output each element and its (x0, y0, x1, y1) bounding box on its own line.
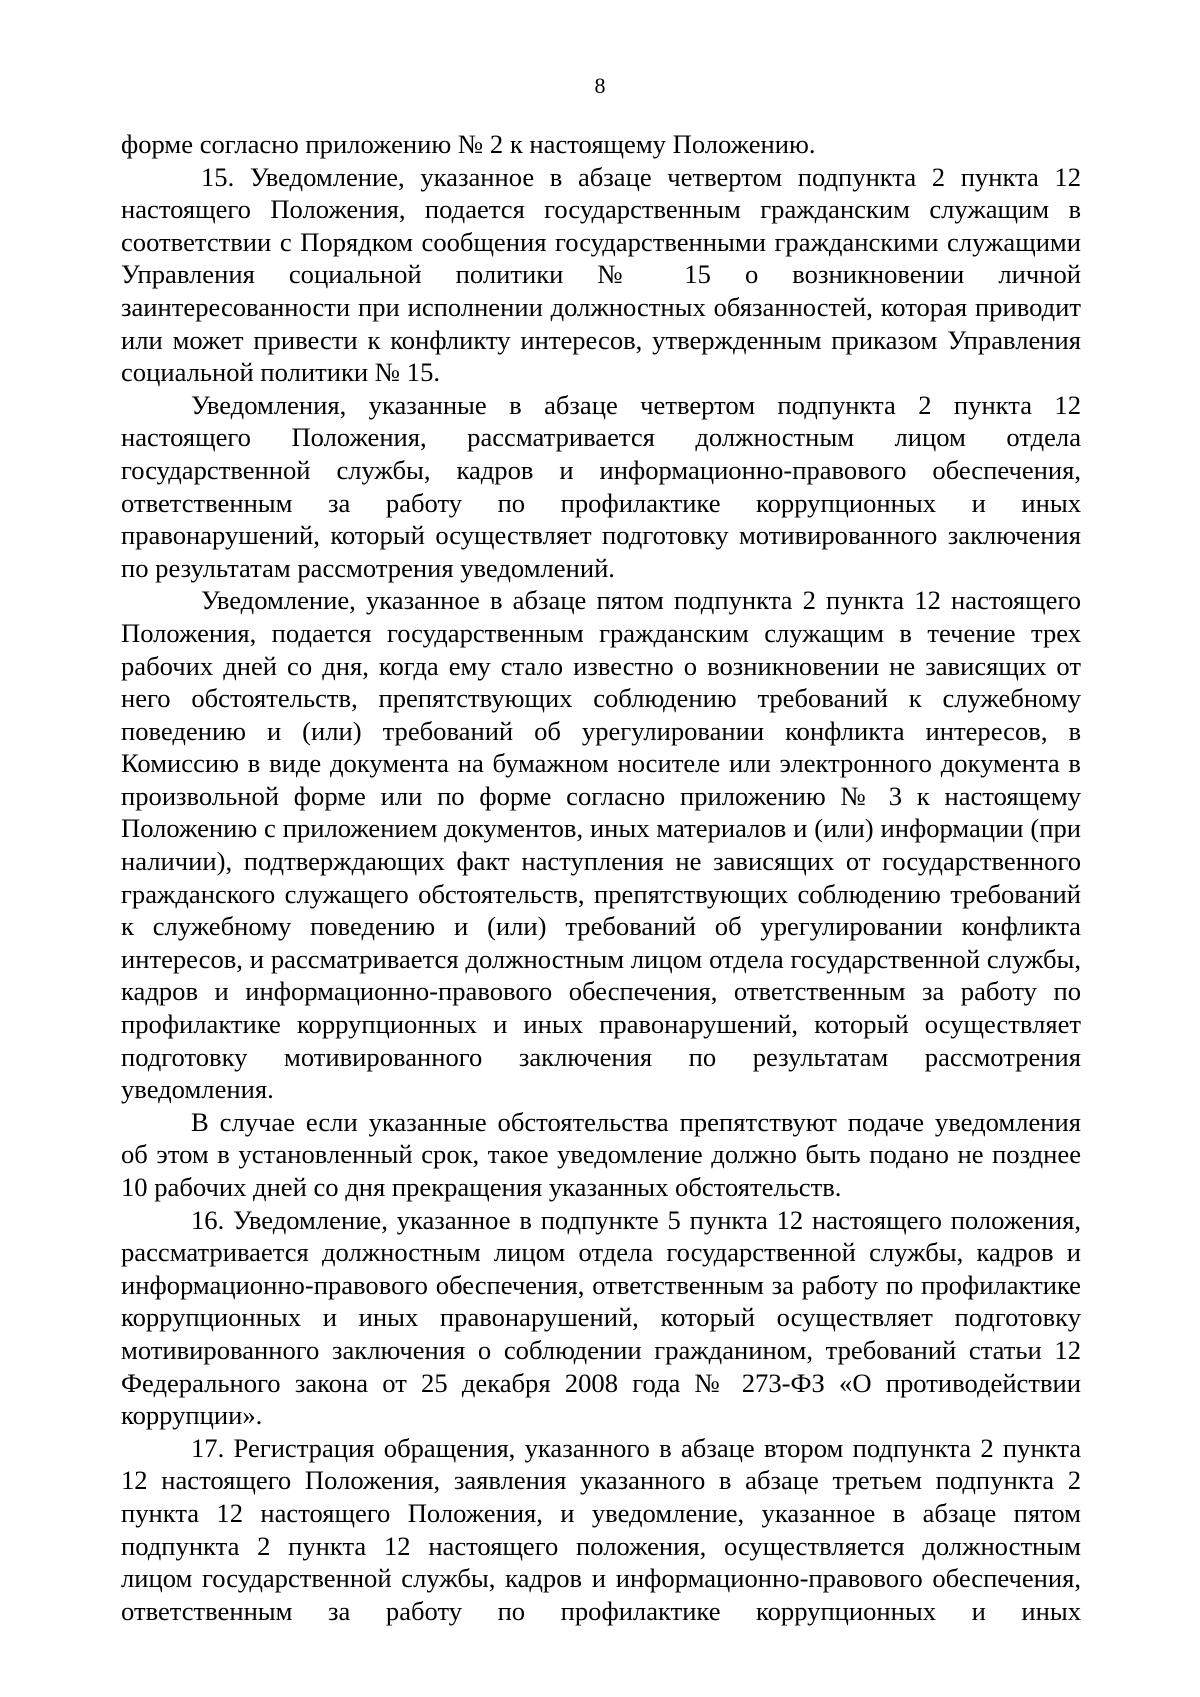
document-body (121, 128, 1081, 1627)
paragraph-continuation: форме согласно приложению № 2 к настоящему Положению. (121, 129, 816, 159)
paragraph-deadline: В случае если указанные обстоятельства препятствуют подаче уведомления об этом в установленный срок, такое уведомление должно быть подано не позднее 10 рабочих дней со дня прекращения указанных обстоятельств. (121, 1106, 1081, 1202)
paragraph-notifications-review: Уведомления, указанные в абзаце четвертом подпункта 2 пункта 12 настоящего Положения, рассматривается должностным лицом отдела государственной службы, кадров и информационно-правового обеспечения, ответственным за работу по профилактике коррупционных и иных правонарушений, который осуществляет подготовку мотивированного заключения по результатам рассмотрения уведомлений. (121, 389, 1081, 583)
paragraph-item-15: 15. Уведомление, указанное в абзаце четвертом подпункта 2 пункта 12 настоящего Положения, подается государственным гражданским служащим в соответствии с Порядком сообщения государственными гражданскими служащими Управления социальной политики № 15 о возникновении личной заинтересованности при исполнении должностных обязанностей, которая приводит или может привести к конфликту интересов, утвержденным приказом Управления социальной политики № 15. (121, 161, 1081, 388)
paragraph-item-17: 17. Регистрация обращения, указанного в абзаце втором подпункта 2 пункта 12 настоящего Положения, заявления указанного в абзаце третьем подпункта 2 пункта 12 настоящего Положения, и уведомление, указанное в абзаце пятом подпункта 2 пункта 12 настоящего положения, осуществляется должностным лицом государственной службы, кадров и информационно-правового обеспечения, ответственным за работу по профилактике коррупционных и иных (121, 1432, 1081, 1626)
paragraph-notification-abzac-5: Уведомление, указанное в абзаце пятом подпункта 2 пункта 12 настоящего Положения, подается государственным гражданским служащим в течение трех рабочих дней со дня, когда ему стало известно о возникновении не зависящих от него обстоятельств, препятствующих соблюдению требований к служебному поведению и (или) требований об урегулировании конфликта интересов, в Комиссию в виде документа на бумажном носителе или электронного документа в произвольной форме или по форме согласно приложению № 3 к настоящему Положению с приложением документов, иных материалов и (или) информации (при наличии), подтверждающих факт наступления не зависящих от государственного гражданского служащего обстоятельств, препятствующих соблюдению требований к служебному поведению и (или) требований об урегулировании конфликта интересов, и рассматривается должностным лицом отдела государственной службы, кадров и информационно-правового обеспечения, ответственным за работу по профилактике коррупционных и иных правонарушений, который осуществляет подготовку мотивированного заключения по результатам рассмотрения уведомления. (121, 585, 1081, 1105)
paragraph-item-16: 16. Уведомление, указанное в подпункте 5 пункта 12 настоящего положения, рассматривается должностным лицом отдела государственной службы, кадров и информационно-правового обеспечения, ответственным за работу по профилактике коррупционных и иных правонарушений, который осуществляет подготовку мотивированного заключения о соблюдении гражданином, требований статьи 12 Федерального закона от 25 декабря 2008 года № 273-ФЗ «О противодействии коррупции». (121, 1204, 1081, 1431)
page-number: 8 (594, 73, 606, 98)
